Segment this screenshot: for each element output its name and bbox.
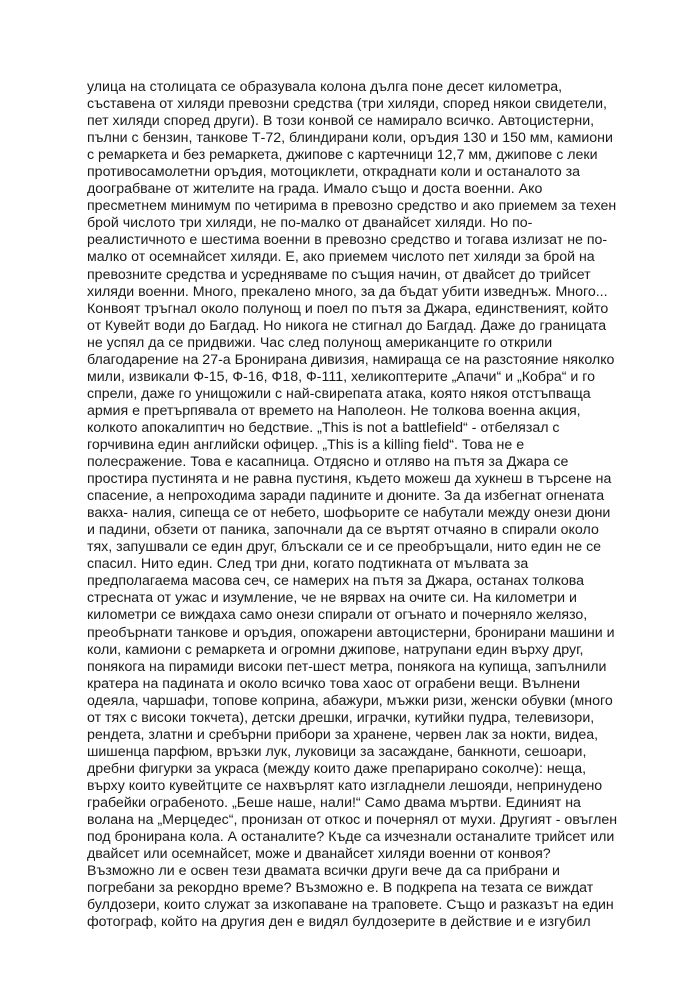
text-line: стресната от ужас и изумление, че не вярвах на очите си. На километри и xyxy=(87,590,577,607)
text-line: съставена от хиляди превозни средства (три хиляди, според някои свидетели, xyxy=(87,96,607,113)
text-line: погребани за рекордно време? Възможно е. В подкрепа на тезата се виждат xyxy=(87,880,594,897)
text-line: простира пустинята и не равна пустиня, където можеш да хукнеш в търсене на xyxy=(87,471,612,488)
text-line: полесражение. Това е касапница. Отдясно и отляво на пътя за Джара се xyxy=(87,454,569,471)
text-line: с ремаркета и без ремаркета, джипове с картечници 12,7 мм, джипове с леки xyxy=(87,147,598,164)
text-line: одеяла, чаршафи, топове коприна, абажури, мъжки ризи, женски обувки (много xyxy=(87,692,613,709)
text-line: волана на „Мерцедес“, пронизан от откос и почернял от мухи. Другият - овъглен xyxy=(87,812,618,829)
text-line: върху които кувейтците се нахвърлят като изгладнели лешояди, непринудено xyxy=(87,777,603,794)
text-line: противосамолетни оръдия, мотоциклети, откраднати коли и останалото за xyxy=(87,164,581,181)
text-line: малко от осемнайсет хиляди. Е, ако приемем числото пет хиляди за брой на xyxy=(87,249,595,266)
text-line: колкото апокалиптич но бедствие. „This is not a battlefield“ - отбелязал с xyxy=(87,419,560,436)
text-line: горчивина един английски офицер. „This is a killing field“. Това не е xyxy=(87,436,525,453)
text-line: преобърнати танкове и оръдия, опожарени автоцистерни, бронирани машини и xyxy=(87,624,615,641)
text-line: кратера на падината и около всичко това хаос от ограбени вещи. Вълнени xyxy=(87,675,581,692)
text-line: дребни фигурки за украса (между които даже препарирано соколче): неща, xyxy=(87,760,587,777)
text-line: мили, извикали Ф-15, Ф-16, Ф18, Ф-111, хеликоптерите „Апачи“ и „Кобра“ и го xyxy=(87,368,596,385)
text-line: пълни с бензин, танкове Т-72, блиндирани коли, оръдия 130 и 150 мм, камиони xyxy=(87,130,613,147)
text-line: от Кувейт води до Багдад. Но никога не стигнал до Багдад. Даже до границата xyxy=(87,317,607,334)
text-line: фотограф, който на другия ден е видял булдозерите в действие и е изгубил xyxy=(87,914,591,931)
text-line: вакха- налия, сипеща се от небето, шофьорите се набутали между онези дюни xyxy=(87,505,611,522)
text-line: коли, камиони с ремаркета и огромни джипове, натрупани един върху друг, xyxy=(87,641,584,658)
text-line: реалистичното е шестима военни в превозно средство и тогава излизат не по- xyxy=(87,232,608,249)
text-line: рендета, златни и сребърни прибори за хранене, червен лак за нокти, видеа, xyxy=(87,726,599,743)
text-line: не успял да се придвижи. Час след полунощ американците го открили xyxy=(87,334,553,351)
text-line: понякога на пирамиди високи пет-шест метра, понякога на купища, запълнили xyxy=(87,658,607,675)
text-line: шишенца парфюм, връзки лук, луковици за засаждане, банкноти, сешоари, xyxy=(87,743,587,760)
text-line: пресметнем минимум по четирима в превозно средство и ако приемем за техен xyxy=(87,198,617,215)
text-line: грабейки ограбеното. „Беше наше, нали!“ Само двама мъртви. Единият на xyxy=(87,794,581,811)
body-text xyxy=(87,79,627,931)
text-line: хиляди военни. Много, прекалено много, за да бъдат убити изведнъж. Много... xyxy=(87,283,608,300)
text-line: булдозери, които служат за изкопаване на траповете. Също и разказът на един xyxy=(87,897,614,914)
text-line: тях, запушвали се един друг, блъскали се и се преобръщали, нито един не се xyxy=(87,539,602,556)
text-line: и падини, обзети от паника, започнали да се въртят отчаяно в спирали около xyxy=(87,522,599,539)
text-line: армия е претърпявала от времето на Наполеон. Не толкова военна акция, xyxy=(87,402,581,419)
text-line: предполагаема масова сеч, се намерих на пътя за Джара, останах толкова xyxy=(87,573,585,590)
text-line: доограбване от жителите на града. Имало също и доста военни. Ако xyxy=(87,181,543,198)
text-line: спасение, а непроходима заради падините и дюните. За да избегнат огнената xyxy=(87,488,605,505)
text-line: километри се виждаха само онези спирали от огънато и почерняло желязо, xyxy=(87,607,588,624)
text-line: благодарение на 27-а Бронирана дивизия, намираща се на разстояние няколко xyxy=(87,351,615,368)
text-line: превозните средства и усредняваме по същия начин, от двайсет до трийсет xyxy=(87,266,591,283)
text-line: от тях с високи токчета), детски дрешки, играчки, кутийки пудра, телевизори, xyxy=(87,709,595,726)
text-line: пет хиляди според други). В този конвой се намирало всичко. Автоцистерни, xyxy=(87,113,595,130)
text-line: улица на столицата се образувала колона дълга поне десет километра, xyxy=(87,79,563,95)
text-line: спрели, даже го унищожили с най-свирепата атака, която някоя отстъпваща xyxy=(87,385,591,402)
text-line: брой числото три хиляди, не по-малко от дванайсет хиляди. Но по- xyxy=(87,215,533,232)
text-line: двайсет или осемнайсет, може и дванайсет хиляди военни от конвоя? xyxy=(87,846,551,863)
text-line: Конвоят тръгнал около полунощ и поел по пътя за Джара, единственият, който xyxy=(87,300,609,317)
text-line: спасил. Нито един. След три дни, когато подтикната от мълвата за xyxy=(87,556,529,573)
text-line: под бронирана кола. А останалите? Къде са изчезнали останалите трийсет или xyxy=(87,829,615,846)
text-line: Възможно ли е освен тези двамата всички други вече да са прибрани и xyxy=(87,863,560,880)
